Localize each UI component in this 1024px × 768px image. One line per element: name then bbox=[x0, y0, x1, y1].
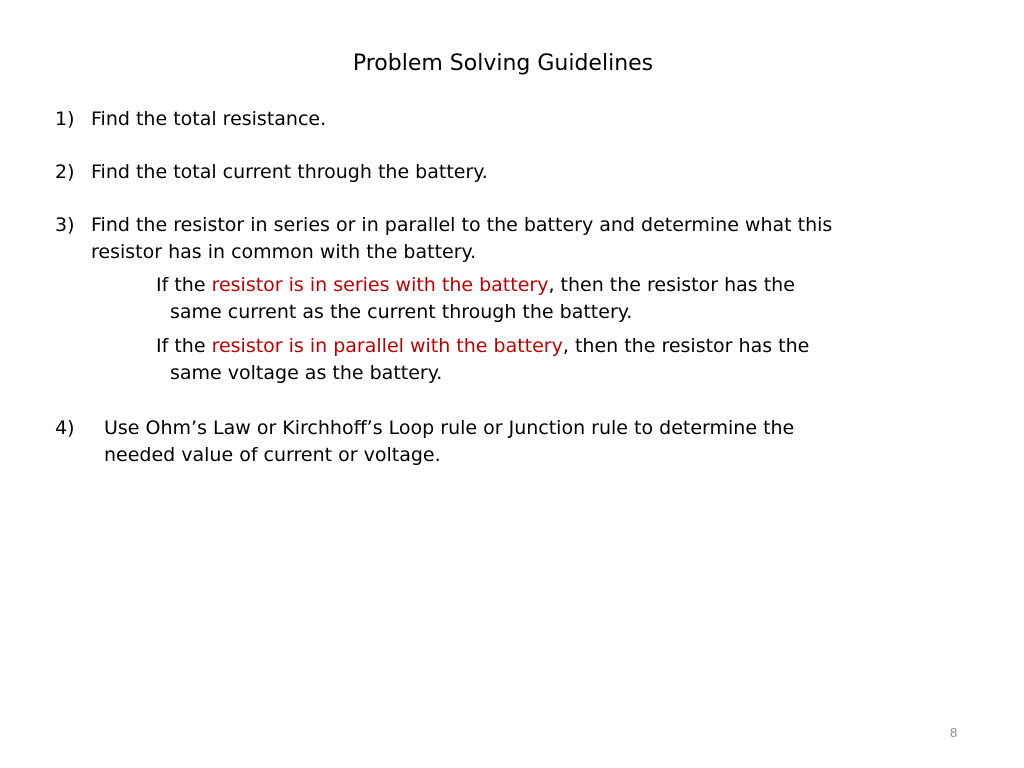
sub-item-series-suffix: , then the resistor has the bbox=[548, 274, 795, 296]
sub-item-parallel-suffix: , then the resistor has the bbox=[562, 335, 810, 357]
sub-item-parallel-line-2: same voltage as the battery. bbox=[170, 362, 443, 384]
step-1-number: 1) bbox=[55, 108, 75, 130]
sub-item-parallel-line-1 bbox=[156, 335, 809, 357]
page-number: 8 bbox=[950, 725, 958, 740]
step-4-number: 4) bbox=[55, 417, 75, 439]
sub-item-series-line-1 bbox=[156, 274, 795, 296]
sub-item-parallel bbox=[156, 333, 810, 384]
step-2-number: 2) bbox=[55, 161, 75, 183]
step-2-text: Find the total current through the battery. bbox=[91, 161, 488, 183]
step-3-line-2: resistor has in common with the battery. bbox=[91, 241, 477, 263]
sub-item-parallel-prefix: If the bbox=[156, 335, 212, 357]
step-1-text: Find the total resistance. bbox=[91, 108, 327, 130]
step-4-line-2: needed value of current or voltage. bbox=[104, 444, 441, 466]
series-highlight: resistor is in series with the battery bbox=[211, 274, 549, 296]
step-3-number: 3) bbox=[55, 214, 75, 236]
sub-item-series bbox=[156, 272, 795, 323]
slide-title: Problem Solving Guidelines bbox=[352, 51, 654, 76]
step-3-line-1: Find the resistor in series or in parallel to the battery and determine what this bbox=[91, 214, 833, 236]
step-4-line-1: Use Ohm’s Law or Kirchhoff’s Loop rule or Junction rule to determine the bbox=[104, 417, 795, 439]
sub-item-series-line-2: same current as the current through the battery. bbox=[170, 301, 633, 323]
sub-item-series-prefix: If the bbox=[156, 274, 212, 296]
parallel-highlight: resistor is in parallel with the battery bbox=[211, 335, 563, 357]
